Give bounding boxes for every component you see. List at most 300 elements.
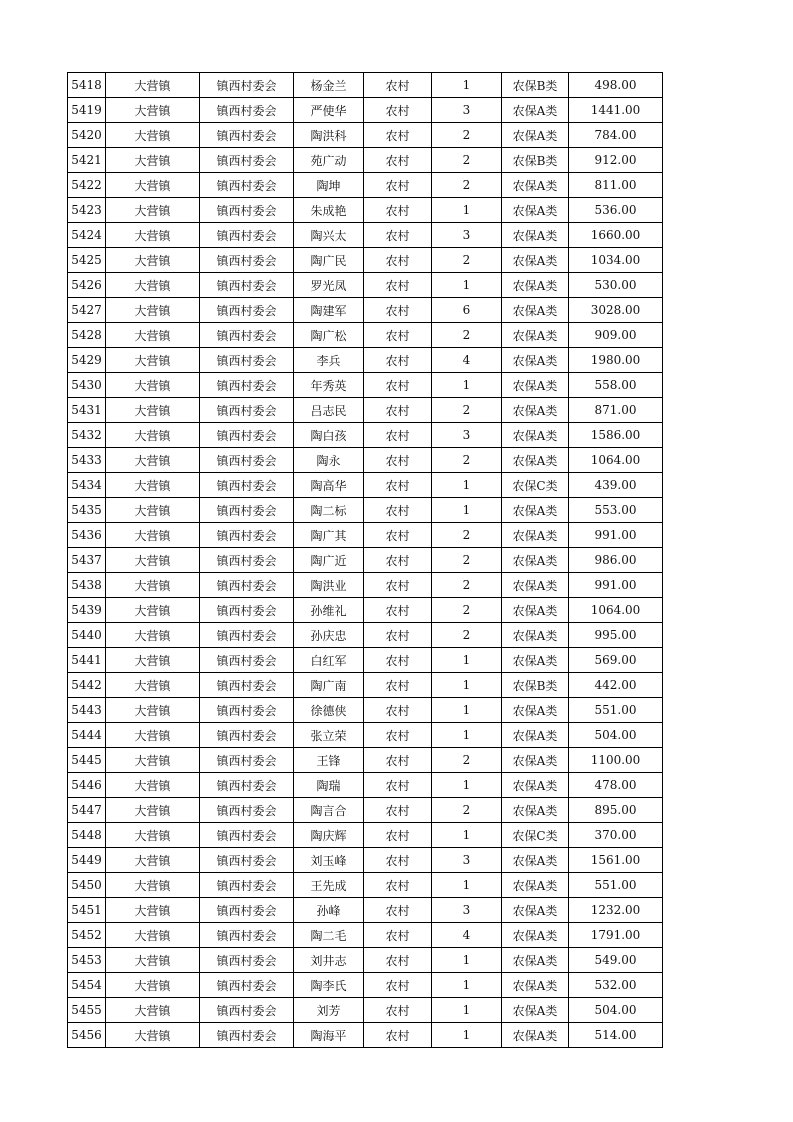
insurance-category-cell: 农保B类 [502,73,569,98]
village-committee-cell: 镇西村委会 [200,723,294,748]
village-committee-cell: 镇西村委会 [200,773,294,798]
household-count-cell: 1 [432,698,502,723]
area-type-cell: 农村 [364,148,432,173]
town-cell: 大营镇 [106,873,200,898]
amount-cell: 498.00 [569,73,663,98]
record-id-cell: 5421 [68,148,106,173]
person-name-cell: 陶李氏 [294,973,364,998]
village-committee-cell: 镇西村委会 [200,573,294,598]
amount-cell: 370.00 [569,823,663,848]
area-type-cell: 农村 [364,698,432,723]
town-cell: 大营镇 [106,898,200,923]
table-row [68,723,663,748]
insurance-category-cell: 农保A类 [502,223,569,248]
household-count-cell: 1 [432,273,502,298]
table-row [68,273,663,298]
village-committee-cell: 镇西村委会 [200,123,294,148]
record-id-cell: 5445 [68,748,106,773]
village-committee-cell: 镇西村委会 [200,348,294,373]
household-count-cell: 3 [432,848,502,873]
household-count-cell: 2 [432,748,502,773]
person-name-cell: 陶广松 [294,323,364,348]
amount-cell: 1064.00 [569,598,663,623]
amount-cell: 569.00 [569,648,663,673]
area-type-cell: 农村 [364,623,432,648]
town-cell: 大营镇 [106,223,200,248]
town-cell: 大营镇 [106,173,200,198]
record-id-cell: 5430 [68,373,106,398]
town-cell: 大营镇 [106,348,200,373]
record-id-cell: 5456 [68,1023,106,1048]
amount-cell: 558.00 [569,373,663,398]
village-committee-cell: 镇西村委会 [200,748,294,773]
household-count-cell: 1 [432,198,502,223]
household-count-cell: 3 [432,223,502,248]
amount-cell: 478.00 [569,773,663,798]
area-type-cell: 农村 [364,498,432,523]
person-name-cell: 刘井志 [294,948,364,973]
amount-cell: 909.00 [569,323,663,348]
table-row [68,798,663,823]
record-id-cell: 5422 [68,173,106,198]
household-count-cell: 2 [432,523,502,548]
record-id-cell: 5434 [68,473,106,498]
amount-cell: 995.00 [569,623,663,648]
record-id-cell: 5447 [68,798,106,823]
town-cell: 大营镇 [106,798,200,823]
area-type-cell: 农村 [364,1023,432,1048]
household-count-cell: 1 [432,373,502,398]
household-count-cell: 2 [432,548,502,573]
person-name-cell: 孙峰 [294,898,364,923]
village-committee-cell: 镇西村委会 [200,598,294,623]
table-row [68,573,663,598]
record-id-cell: 5431 [68,398,106,423]
household-count-cell: 3 [432,423,502,448]
village-committee-cell: 镇西村委会 [200,648,294,673]
town-cell: 大营镇 [106,623,200,648]
table-row [68,648,663,673]
amount-cell: 551.00 [569,698,663,723]
town-cell: 大营镇 [106,948,200,973]
town-cell: 大营镇 [106,823,200,848]
area-type-cell: 农村 [364,398,432,423]
record-id-cell: 5444 [68,723,106,748]
village-committee-cell: 镇西村委会 [200,423,294,448]
amount-cell: 912.00 [569,148,663,173]
area-type-cell: 农村 [364,848,432,873]
town-cell: 大营镇 [106,573,200,598]
area-type-cell: 农村 [364,273,432,298]
insurance-category-cell: 农保A类 [502,273,569,298]
amount-cell: 442.00 [569,673,663,698]
record-id-cell: 5450 [68,873,106,898]
person-name-cell: 陶庆辉 [294,823,364,848]
area-type-cell: 农村 [364,723,432,748]
person-name-cell: 杨金兰 [294,73,364,98]
amount-cell: 1586.00 [569,423,663,448]
village-committee-cell: 镇西村委会 [200,948,294,973]
town-cell: 大营镇 [106,923,200,948]
person-name-cell: 陶兴太 [294,223,364,248]
village-committee-cell: 镇西村委会 [200,223,294,248]
person-name-cell: 陶言合 [294,798,364,823]
table-row [68,448,663,473]
record-id-cell: 5425 [68,248,106,273]
town-cell: 大营镇 [106,323,200,348]
table-row [68,673,663,698]
village-committee-cell: 镇西村委会 [200,923,294,948]
household-count-cell: 1 [432,973,502,998]
household-count-cell: 3 [432,98,502,123]
person-name-cell: 王锋 [294,748,364,773]
table-row [68,823,663,848]
insurance-category-cell: 农保A类 [502,423,569,448]
area-type-cell: 农村 [364,373,432,398]
area-type-cell: 农村 [364,248,432,273]
village-committee-cell: 镇西村委会 [200,198,294,223]
town-cell: 大营镇 [106,198,200,223]
table-row [68,298,663,323]
amount-cell: 549.00 [569,948,663,973]
village-committee-cell: 镇西村委会 [200,248,294,273]
record-id-cell: 5427 [68,298,106,323]
town-cell: 大营镇 [106,148,200,173]
town-cell: 大营镇 [106,373,200,398]
record-id-cell: 5443 [68,698,106,723]
area-type-cell: 农村 [364,523,432,548]
person-name-cell: 陶广民 [294,248,364,273]
household-count-cell: 2 [432,323,502,348]
amount-cell: 895.00 [569,798,663,823]
village-committee-cell: 镇西村委会 [200,673,294,698]
area-type-cell: 农村 [364,573,432,598]
person-name-cell: 陶白孩 [294,423,364,448]
person-name-cell: 徐德侠 [294,698,364,723]
amount-cell: 553.00 [569,498,663,523]
village-committee-cell: 镇西村委会 [200,448,294,473]
village-committee-cell: 镇西村委会 [200,898,294,923]
record-id-cell: 5436 [68,523,106,548]
amount-cell: 504.00 [569,723,663,748]
household-count-cell: 1 [432,1023,502,1048]
amount-cell: 1791.00 [569,923,663,948]
town-cell: 大营镇 [106,673,200,698]
area-type-cell: 农村 [364,198,432,223]
area-type-cell: 农村 [364,648,432,673]
household-count-cell: 1 [432,498,502,523]
insurance-category-cell: 农保B类 [502,148,569,173]
household-count-cell: 2 [432,598,502,623]
table-row [68,123,663,148]
village-committee-cell: 镇西村委会 [200,398,294,423]
table-row [68,73,663,98]
household-count-cell: 2 [432,448,502,473]
person-name-cell: 陶瑞 [294,773,364,798]
village-committee-cell: 镇西村委会 [200,473,294,498]
household-count-cell: 1 [432,823,502,848]
area-type-cell: 农村 [364,298,432,323]
insurance-category-cell: 农保A类 [502,173,569,198]
area-type-cell: 农村 [364,448,432,473]
person-name-cell: 张立荣 [294,723,364,748]
record-id-cell: 5428 [68,323,106,348]
household-count-cell: 1 [432,948,502,973]
amount-cell: 530.00 [569,273,663,298]
record-id-cell: 5453 [68,948,106,973]
insurance-category-cell: 农保A类 [502,523,569,548]
person-name-cell: 陶坤 [294,173,364,198]
table-row [68,898,663,923]
person-name-cell: 朱成艳 [294,198,364,223]
person-name-cell: 陶高华 [294,473,364,498]
record-id-cell: 5424 [68,223,106,248]
household-count-cell: 4 [432,923,502,948]
town-cell: 大营镇 [106,773,200,798]
person-name-cell: 刘玉峰 [294,848,364,873]
area-type-cell: 农村 [364,173,432,198]
town-cell: 大营镇 [106,248,200,273]
town-cell: 大营镇 [106,98,200,123]
village-committee-cell: 镇西村委会 [200,873,294,898]
household-count-cell: 2 [432,123,502,148]
table-row [68,498,663,523]
amount-cell: 532.00 [569,973,663,998]
insurance-category-cell: 农保A类 [502,448,569,473]
person-name-cell: 陶海平 [294,1023,364,1048]
person-name-cell: 陶永 [294,448,364,473]
person-name-cell: 陶广近 [294,548,364,573]
village-committee-cell: 镇西村委会 [200,698,294,723]
person-name-cell: 陶广南 [294,673,364,698]
village-committee-cell: 镇西村委会 [200,148,294,173]
table-row [68,248,663,273]
household-count-cell: 2 [432,573,502,598]
village-committee-cell: 镇西村委会 [200,298,294,323]
person-name-cell: 刘芳 [294,998,364,1023]
amount-cell: 536.00 [569,198,663,223]
village-committee-cell: 镇西村委会 [200,498,294,523]
person-name-cell: 孙维礼 [294,598,364,623]
table-row [68,348,663,373]
table-row [68,523,663,548]
village-committee-cell: 镇西村委会 [200,623,294,648]
record-id-cell: 5449 [68,848,106,873]
village-committee-cell: 镇西村委会 [200,998,294,1023]
record-id-cell: 5437 [68,548,106,573]
person-name-cell: 陶建军 [294,298,364,323]
table-row [68,323,663,348]
town-cell: 大营镇 [106,648,200,673]
insurance-category-cell: 农保A类 [502,123,569,148]
record-id-cell: 5448 [68,823,106,848]
table-row [68,423,663,448]
insurance-category-cell: 农保A类 [502,373,569,398]
amount-cell: 1561.00 [569,848,663,873]
town-cell: 大营镇 [106,398,200,423]
village-committee-cell: 镇西村委会 [200,73,294,98]
insurance-category-cell: 农保A类 [502,998,569,1023]
insurance-category-cell: 农保C类 [502,823,569,848]
area-type-cell: 农村 [364,923,432,948]
household-count-cell: 1 [432,998,502,1023]
table-row [68,173,663,198]
table-row [68,773,663,798]
amount-cell: 1441.00 [569,98,663,123]
town-cell: 大营镇 [106,523,200,548]
household-count-cell: 1 [432,648,502,673]
person-name-cell: 罗光凤 [294,273,364,298]
person-name-cell: 年秀英 [294,373,364,398]
insurance-category-cell: 农保A类 [502,948,569,973]
table-row [68,1023,663,1048]
insurance-category-cell: 农保A类 [502,798,569,823]
insurance-category-cell: 农保A类 [502,198,569,223]
area-type-cell: 农村 [364,973,432,998]
household-count-cell: 1 [432,673,502,698]
town-cell: 大营镇 [106,848,200,873]
record-id-cell: 5454 [68,973,106,998]
table-row [68,698,663,723]
amount-cell: 1034.00 [569,248,663,273]
area-type-cell: 农村 [364,998,432,1023]
record-id-cell: 5455 [68,998,106,1023]
area-type-cell: 农村 [364,873,432,898]
household-count-cell: 4 [432,348,502,373]
area-type-cell: 农村 [364,223,432,248]
village-committee-cell: 镇西村委会 [200,823,294,848]
household-count-cell: 1 [432,473,502,498]
amount-cell: 784.00 [569,123,663,148]
insurance-category-cell: 农保C类 [502,473,569,498]
village-committee-cell: 镇西村委会 [200,798,294,823]
village-committee-cell: 镇西村委会 [200,323,294,348]
village-committee-cell: 镇西村委会 [200,173,294,198]
person-name-cell: 吕志民 [294,398,364,423]
area-type-cell: 农村 [364,673,432,698]
insurance-category-cell: 农保A类 [502,98,569,123]
table-row [68,748,663,773]
insurance-category-cell: 农保A类 [502,923,569,948]
household-count-cell: 1 [432,873,502,898]
record-id-cell: 5423 [68,198,106,223]
table-row [68,98,663,123]
table-row [68,848,663,873]
insurance-category-cell: 农保A类 [502,1023,569,1048]
amount-cell: 551.00 [569,873,663,898]
record-id-cell: 5442 [68,673,106,698]
town-cell: 大营镇 [106,973,200,998]
village-committee-cell: 镇西村委会 [200,523,294,548]
amount-cell: 3028.00 [569,298,663,323]
town-cell: 大营镇 [106,123,200,148]
record-id-cell: 5446 [68,773,106,798]
table-row [68,623,663,648]
insurance-category-cell: 农保A类 [502,498,569,523]
insurance-category-cell: 农保A类 [502,973,569,998]
insurance-category-cell: 农保B类 [502,673,569,698]
town-cell: 大营镇 [106,423,200,448]
person-name-cell: 陶二毛 [294,923,364,948]
amount-cell: 1064.00 [569,448,663,473]
household-count-cell: 1 [432,73,502,98]
insurance-category-cell: 农保A类 [502,848,569,873]
insurance-category-cell: 农保A类 [502,698,569,723]
table-row [68,548,663,573]
record-id-cell: 5452 [68,923,106,948]
insurance-category-cell: 农保A类 [502,398,569,423]
area-type-cell: 农村 [364,598,432,623]
amount-cell: 1100.00 [569,748,663,773]
insurance-category-cell: 农保A类 [502,773,569,798]
person-name-cell: 孙庆忠 [294,623,364,648]
insurance-category-cell: 农保A类 [502,248,569,273]
amount-cell: 871.00 [569,398,663,423]
insurance-category-cell: 农保A类 [502,873,569,898]
insurance-category-cell: 农保A类 [502,348,569,373]
town-cell: 大营镇 [106,698,200,723]
record-id-cell: 5451 [68,898,106,923]
table-row [68,973,663,998]
table-row [68,148,663,173]
insurance-category-cell: 农保A类 [502,548,569,573]
table-row [68,998,663,1023]
household-count-cell: 2 [432,623,502,648]
record-id-cell: 5433 [68,448,106,473]
person-name-cell: 陶洪科 [294,123,364,148]
household-count-cell: 2 [432,798,502,823]
area-type-cell: 农村 [364,423,432,448]
area-type-cell: 农村 [364,323,432,348]
roster-table-body [68,73,663,1048]
person-name-cell: 苑广动 [294,148,364,173]
amount-cell: 991.00 [569,573,663,598]
area-type-cell: 农村 [364,548,432,573]
person-name-cell: 白红军 [294,648,364,673]
amount-cell: 1980.00 [569,348,663,373]
record-id-cell: 5435 [68,498,106,523]
insurance-category-cell: 农保A类 [502,898,569,923]
area-type-cell: 农村 [364,73,432,98]
person-name-cell: 陶洪业 [294,573,364,598]
area-type-cell: 农村 [364,123,432,148]
record-id-cell: 5432 [68,423,106,448]
record-id-cell: 5439 [68,598,106,623]
insurance-category-cell: 农保A类 [502,298,569,323]
village-committee-cell: 镇西村委会 [200,273,294,298]
record-id-cell: 5440 [68,623,106,648]
table-row [68,473,663,498]
table-row [68,923,663,948]
amount-cell: 986.00 [569,548,663,573]
table-row [68,398,663,423]
area-type-cell: 农村 [364,348,432,373]
table-row [68,948,663,973]
amount-cell: 514.00 [569,1023,663,1048]
village-committee-cell: 镇西村委会 [200,848,294,873]
table-row [68,223,663,248]
amount-cell: 1232.00 [569,898,663,923]
insurance-category-cell: 农保A类 [502,748,569,773]
town-cell: 大营镇 [106,1023,200,1048]
town-cell: 大营镇 [106,998,200,1023]
record-id-cell: 5418 [68,73,106,98]
table-row [68,373,663,398]
household-count-cell: 3 [432,898,502,923]
household-count-cell: 2 [432,173,502,198]
town-cell: 大营镇 [106,748,200,773]
town-cell: 大营镇 [106,598,200,623]
